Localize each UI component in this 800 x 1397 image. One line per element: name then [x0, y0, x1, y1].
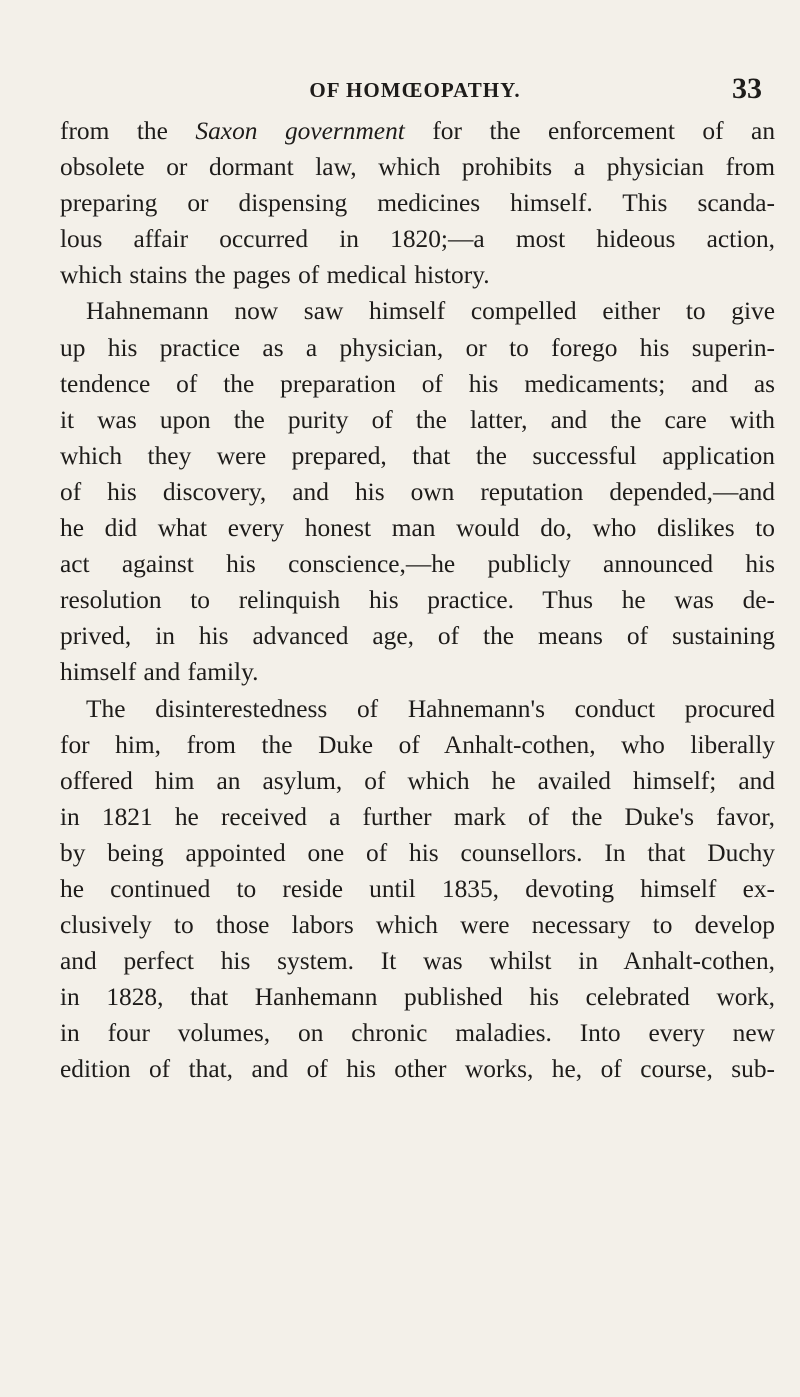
text-line: of his discovery, and his own reputation depended,—and	[60, 477, 775, 506]
text-line: preparing or dispensing medicines himself. This scanda-	[60, 189, 775, 218]
running-head	[60, 72, 770, 112]
text-line: by being appointed one of his counsellors. In that Duchy	[60, 838, 775, 867]
text-line: tendence of the preparation of his medicaments; and as	[60, 369, 775, 398]
text-line: he did what every honest man would do, who dislikes to	[60, 514, 775, 543]
text-line: and perfect his system. It was whilst in Anhalt-cothen,	[60, 947, 775, 976]
running-title: OF HOMŒOPATHY.	[309, 78, 521, 102]
text-line: it was upon the purity of the latter, and the care with	[60, 405, 775, 434]
text-line: in four volumes, on chronic maladies. Into every new	[60, 1019, 775, 1048]
text-line: resolution to relinquish his practice. Thus he was de-	[60, 586, 775, 615]
paragraph-end-line: himself and family.	[60, 658, 259, 687]
text-line: he continued to reside until 1835, devoting himself ex-	[60, 874, 775, 903]
text-line: which they were prepared, that the successful application	[60, 441, 775, 470]
text-line: in 1828, that Hanhemann published his celebrated work,	[60, 983, 775, 1012]
text-line: act against his conscience,—he publicly announced his	[60, 550, 775, 579]
paragraph-start-line: The disinterestedness of Hahnemann's conduct procured	[86, 694, 775, 723]
text-line: offered him an asylum, of which he availed himself; and	[60, 766, 775, 795]
body-text	[60, 113, 775, 1088]
text-line: in 1821 he received a further mark of the Duke's favor,	[60, 802, 775, 831]
text-line: edition of that, and of his other works, he, of course, sub-	[60, 1055, 775, 1084]
text-line: obsolete or dormant law, which prohibits a physician from	[60, 153, 775, 182]
paragraph-end-line: which stains the pages of medical history.	[60, 261, 490, 290]
text-line: clusively to those labors which were necessary to develop	[60, 911, 775, 940]
page-number: 33	[732, 72, 762, 105]
text-line: up his practice as a physician, or to forego his superin-	[60, 333, 775, 362]
text-line: for him, from the Duke of Anhalt-cothen, who liberally	[60, 730, 775, 759]
text-line: prived, in his advanced age, of the means of sustaining	[60, 622, 775, 651]
paragraph-start-line: Hahnemann now saw himself compelled either to give	[86, 297, 775, 326]
italic-phrase: Saxon government	[195, 117, 405, 145]
text-line: lous affair occurred in 1820;—a most hideous action,	[60, 225, 775, 254]
text-line: from the Saxon government for the enforcement of an	[60, 117, 776, 145]
